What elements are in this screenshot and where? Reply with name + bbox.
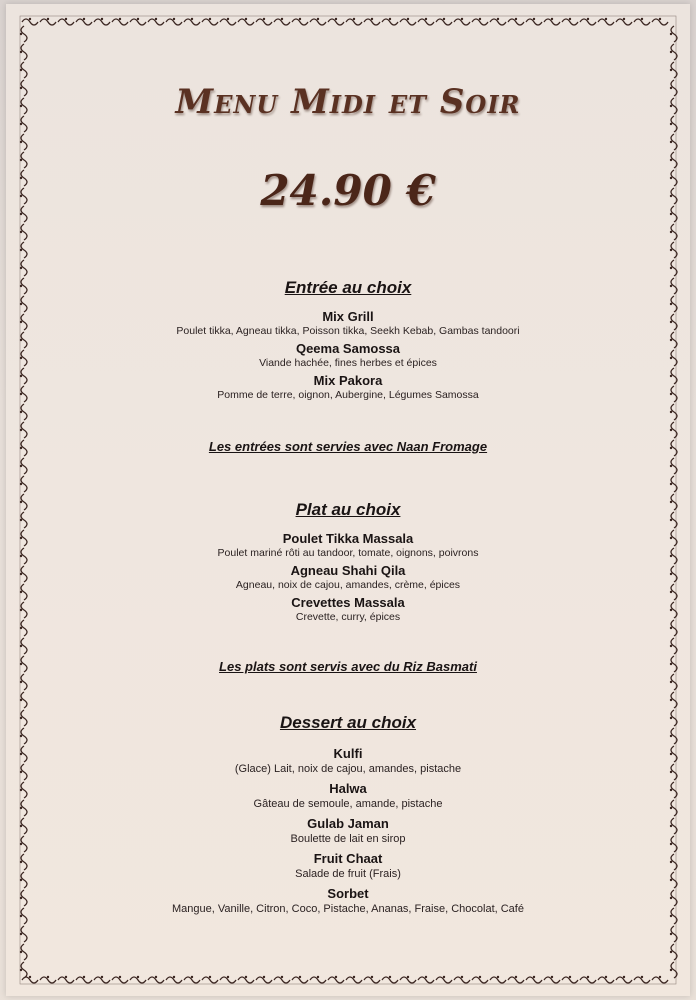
dish-name: Qeema Samossa: [295, 341, 401, 356]
border-ornament-icon: [616, 976, 632, 983]
border-ornament-icon: [40, 976, 56, 983]
border-ornament-icon: [508, 976, 524, 983]
border-ornament-icon: [310, 976, 326, 983]
border-ornament-icon: [544, 976, 560, 983]
border-ornament-icon: [20, 224, 27, 240]
border-ornament-icon: [20, 422, 27, 438]
dish-name: Crevettes Massala: [291, 595, 405, 610]
border-ornament-icon: [202, 976, 218, 983]
border-ornament-icon: [598, 976, 614, 983]
plats-note-wrap: [6, 658, 690, 676]
border-ornament-icon: [382, 976, 398, 983]
border-ornament-icon: [40, 18, 56, 25]
dish-desc: Salade de fruit (Frais): [295, 868, 401, 880]
border-ornament-icon: [382, 18, 398, 25]
border-ornament-icon: [616, 18, 632, 25]
border-ornament-icon: [634, 18, 650, 25]
dish-desc: Viande hachée, fines herbes et épices: [259, 357, 437, 369]
entrees-heading: Entrée au choix: [284, 278, 412, 297]
plats-heading: Plat au choix: [295, 500, 401, 519]
border-ornament-icon: [562, 976, 578, 983]
dish-name: Agneau Shahi Qila: [290, 563, 406, 578]
dish-name: Kulfi: [333, 746, 363, 761]
border-ornament-icon: [346, 976, 362, 983]
border-ornament-icon: [436, 18, 452, 25]
dish-desc: (Glace) Lait, noix de cajou, amandes, pistache: [234, 763, 462, 775]
dish-desc: Boulette de lait en sirop: [290, 833, 406, 845]
border-ornament-icon: [220, 976, 236, 983]
border-ornament-icon: [76, 18, 92, 25]
border-ornament-icon: [472, 18, 488, 25]
border-ornament-icon: [346, 18, 362, 25]
border-ornament-icon: [166, 976, 182, 983]
border-ornament-icon: [652, 976, 668, 983]
border-ornament-icon: [238, 976, 254, 983]
border-ornament-icon: [184, 18, 200, 25]
border-ornament-icon: [490, 18, 506, 25]
border-ornament-icon: [58, 976, 74, 983]
border-ornament-icon: [508, 18, 524, 25]
entrees-note-wrap: [6, 438, 690, 456]
border-ornament-icon: [94, 976, 110, 983]
border-ornament-icon: [274, 18, 290, 25]
border-ornament-icon: [292, 18, 308, 25]
border-ornament-icon: [490, 976, 506, 983]
dish-name: Gulab Jaman: [307, 816, 389, 831]
dish-desc: Poulet mariné rôti au tandoor, tomate, oignons, poivrons: [217, 547, 479, 559]
border-ornament-icon: [20, 62, 27, 78]
entrees-section: [6, 276, 690, 402]
entrees-note: Les entrées sont servies avec Naan Fromage: [208, 439, 488, 454]
desserts-section: [6, 711, 690, 916]
border-ornament-icon: [400, 976, 416, 983]
border-ornament-icon: [112, 18, 128, 25]
border-ornament-icon: [634, 976, 650, 983]
dish-name: Halwa: [329, 781, 367, 796]
border-ornament-icon: [436, 976, 452, 983]
plats-note: Les plats sont servis avec du Riz Basmati: [219, 659, 477, 674]
border-ornament-icon: [328, 976, 344, 983]
border-ornament-icon: [238, 18, 254, 25]
border-ornament-icon: [22, 976, 38, 983]
menu-title: Menu Midi et Soir: [175, 82, 521, 122]
border-ornament-icon: [220, 18, 236, 25]
dish-desc: Mangue, Vanille, Citron, Coco, Pistache, Ananas, Fraise, Chocolat, Café: [172, 903, 524, 915]
border-ornament-icon: [20, 476, 27, 492]
border-ornament-icon: [166, 18, 182, 25]
border-ornament-icon: [274, 976, 290, 983]
border-ornament-icon: [562, 18, 578, 25]
desserts-heading: Dessert au choix: [279, 713, 417, 732]
border-ornament-icon: [130, 18, 146, 25]
border-ornament-icon: [580, 18, 596, 25]
border-ornament-icon: [418, 976, 434, 983]
dish-desc: Gâteau de semoule, amande, pistache: [253, 798, 443, 810]
border-ornament-icon: [454, 976, 470, 983]
border-ornament-icon: [328, 18, 344, 25]
border-ornament-icon: [20, 260, 27, 276]
border-ornament-icon: [20, 134, 27, 150]
dish-name: Sorbet: [327, 886, 369, 901]
border-ornament-icon: [364, 18, 380, 25]
border-ornament-icon: [20, 242, 27, 258]
border-ornament-icon: [22, 18, 38, 25]
border-ornament-icon: [148, 18, 164, 25]
border-ornament-icon: [256, 976, 272, 983]
dish-desc: Crevette, curry, épices: [295, 611, 401, 623]
dish-name: Mix Grill: [322, 309, 374, 324]
dish-desc: Agneau, noix de cajou, amandes, crème, épices: [235, 579, 461, 591]
dish-desc: Pomme de terre, oignon, Aubergine, Légumes Samossa: [217, 389, 479, 401]
dish-name: Mix Pakora: [313, 373, 383, 388]
border-ornament-icon: [418, 18, 434, 25]
border-ornament-icon: [20, 692, 27, 708]
border-ornament-icon: [148, 976, 164, 983]
dish-desc: Poulet tikka, Agneau tikka, Poisson tikka, Seekh Kebab, Gambas tandoori: [176, 325, 520, 337]
border-ornament-icon: [292, 976, 308, 983]
border-ornament-icon: [20, 944, 27, 960]
border-ornament-icon: [94, 18, 110, 25]
border-ornament-icon: [400, 18, 416, 25]
border-ornament-icon: [20, 962, 27, 978]
border-ornament-icon: [20, 404, 27, 420]
border-ornament-icon: [20, 44, 27, 60]
border-ornament-icon: [58, 18, 74, 25]
border-ornament-icon: [544, 18, 560, 25]
border-ornament-icon: [526, 18, 542, 25]
border-ornament-icon: [130, 976, 146, 983]
border-ornament-icon: [20, 458, 27, 474]
plats-section: [6, 498, 690, 624]
border-ornament-icon: [20, 674, 27, 690]
border-ornament-icon: [112, 976, 128, 983]
border-ornament-icon: [454, 18, 470, 25]
border-ornament-icon: [20, 926, 27, 942]
border-ornament-icon: [202, 18, 218, 25]
border-ornament-icon: [580, 976, 596, 983]
border-ornament-icon: [526, 976, 542, 983]
border-ornament-icon: [598, 18, 614, 25]
border-ornament-icon: [310, 18, 326, 25]
menu-sheet: [6, 4, 690, 996]
border-ornament-icon: [364, 976, 380, 983]
border-ornament-icon: [20, 26, 27, 42]
border-ornament-icon: [20, 638, 27, 654]
border-ornament-icon: [184, 976, 200, 983]
dish-name: Poulet Tikka Massala: [282, 531, 414, 546]
border-ornament-icon: [652, 18, 668, 25]
border-ornament-icon: [256, 18, 272, 25]
border-ornament-icon: [76, 976, 92, 983]
menu-price: 24.90 €: [260, 166, 436, 215]
dish-name: Fruit Chaat: [313, 851, 383, 866]
border-ornament-icon: [472, 976, 488, 983]
